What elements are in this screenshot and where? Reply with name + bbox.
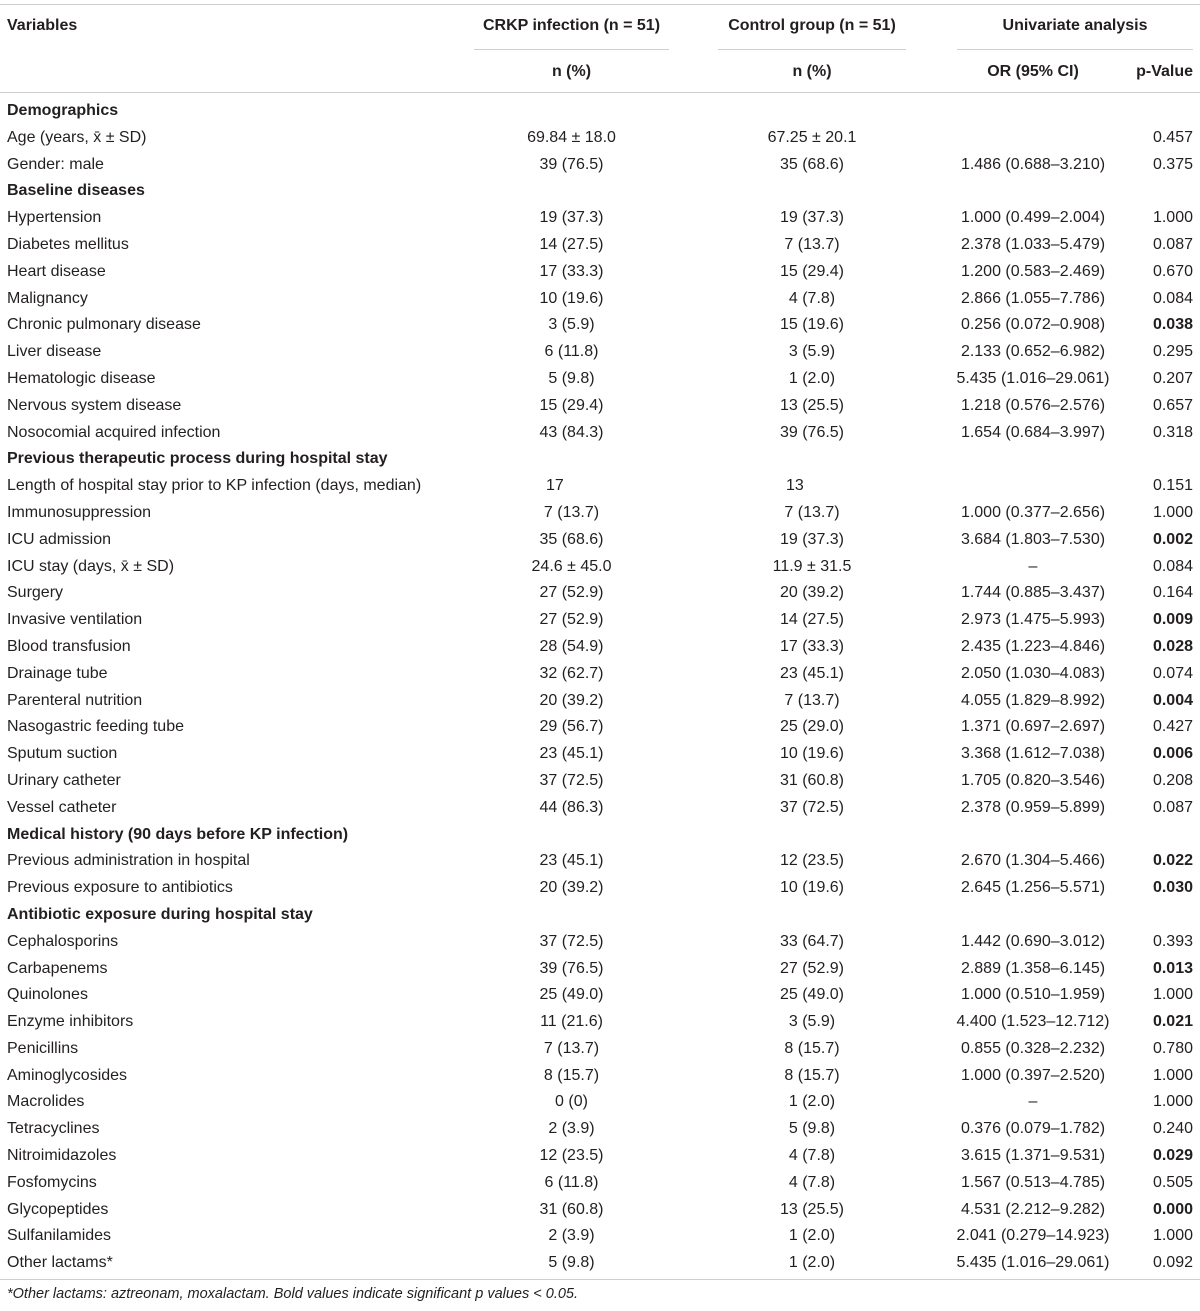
section-header-row	[0, 902, 1200, 929]
variable-cell: Penicillins	[7, 1039, 79, 1057]
crkp-value-cell: 23 (45.1)	[539, 745, 604, 763]
crkp-value-cell: 37 (72.5)	[539, 932, 604, 950]
control-value-cell: 7 (13.7)	[784, 691, 840, 709]
header-underline-crkp	[474, 49, 669, 50]
p-value-cell: 0.457	[1152, 128, 1193, 146]
table-row	[0, 688, 1200, 715]
p-value-cell: 0.151	[1152, 477, 1193, 495]
or-ci-cell: 4.400 (1.523–12.712)	[956, 1013, 1110, 1031]
crkp-value-cell: 15 (29.4)	[539, 396, 604, 414]
p-value-cell: 0.164	[1152, 584, 1193, 602]
control-value-cell: 25 (29.0)	[779, 718, 845, 736]
section-title: Previous therapeutic process during hospital stay	[7, 450, 388, 468]
table-row	[0, 741, 1200, 768]
crkp-value-cell: 32 (62.7)	[539, 664, 604, 682]
table-row	[0, 1089, 1200, 1116]
variable-cell: Liver disease	[7, 343, 102, 361]
p-value-cell: 0.393	[1152, 932, 1193, 950]
p-value-cell: 0.087	[1152, 798, 1193, 816]
variable-cell: Nervous system disease	[7, 396, 182, 414]
control-value-cell: 27 (52.9)	[779, 959, 845, 977]
crkp-value-cell: 20 (39.2)	[539, 879, 604, 897]
control-value-cell: 13 (25.5)	[779, 1200, 845, 1218]
or-ci-cell: 5.435 (1.016–29.061)	[956, 369, 1110, 387]
p-value-cell: 0.009	[1152, 611, 1193, 629]
variable-cell: Sputum suction	[7, 745, 118, 763]
crkp-value-cell: 2 (3.9)	[548, 1227, 595, 1245]
crkp-value-cell: 37 (72.5)	[539, 771, 604, 789]
table-row	[0, 366, 1200, 393]
table-row	[0, 500, 1200, 527]
table-body	[0, 98, 1200, 1277]
or-ci-cell: 1.744 (0.885–3.437)	[960, 584, 1106, 602]
p-value-cell: 0.207	[1152, 369, 1193, 387]
table-footnote: *Other lactams: aztreonam, moxalactam. Bold values indicate significant p values < 0.05.	[7, 1286, 579, 1302]
p-value-cell: 1.000	[1152, 503, 1193, 521]
variable-cell: ICU admission	[7, 530, 112, 548]
table-row	[0, 795, 1200, 822]
control-value-cell: 15 (29.4)	[779, 262, 845, 280]
section-title: Demographics	[7, 102, 119, 119]
crkp-value-cell: 25 (49.0)	[539, 986, 604, 1004]
crkp-value-cell: 2 (3.9)	[548, 1120, 595, 1138]
section-title: Medical history (90 days before KP infection)	[7, 825, 349, 843]
or-ci-cell: 2.435 (1.223–4.846)	[960, 637, 1106, 655]
crkp-value-cell: 35 (68.6)	[539, 530, 604, 548]
crkp-value-cell: 39 (76.5)	[539, 959, 604, 977]
p-value-cell: 0.038	[1152, 316, 1193, 334]
p-value-cell: 1.000	[1152, 209, 1193, 227]
section-header-row	[0, 822, 1200, 849]
table-row	[0, 768, 1200, 795]
subheader-n-pct-crkp: n (%)	[551, 63, 592, 80]
table-row	[0, 956, 1200, 983]
header-underline-control	[718, 49, 906, 50]
control-value-cell: 19 (37.3)	[779, 209, 845, 227]
crkp-value-cell: 14 (27.5)	[539, 235, 604, 253]
header-variables: Variables	[7, 17, 78, 34]
control-value-cell: 1 (2.0)	[788, 1093, 836, 1111]
or-ci-cell: 2.041 (0.279–14.923)	[956, 1227, 1110, 1245]
p-value-cell: 0.084	[1152, 557, 1193, 575]
p-value-cell: 0.004	[1152, 691, 1193, 709]
table-row	[0, 875, 1200, 902]
or-ci-cell: 0.376 (0.079–1.782)	[960, 1120, 1106, 1138]
variable-cell: Enzyme inhibitors	[7, 1013, 134, 1031]
section-header-row	[0, 446, 1200, 473]
control-value-cell: 4 (7.8)	[788, 289, 836, 307]
control-value-cell: 17 (33.3)	[779, 637, 845, 655]
or-ci-cell: 1.486 (0.688–3.210)	[960, 155, 1106, 173]
variable-cell: Heart disease	[7, 262, 106, 280]
crkp-value-cell: 7 (13.7)	[543, 1039, 600, 1057]
table-top-rule	[0, 4, 1200, 5]
crkp-value-cell: 6 (11.8)	[544, 1173, 599, 1191]
or-ci-cell: –	[1028, 557, 1038, 575]
table-row	[0, 1036, 1200, 1063]
control-value-cell: 1 (2.0)	[788, 1227, 836, 1245]
table-row	[0, 312, 1200, 339]
table-row	[0, 1223, 1200, 1250]
variable-cell: Nitroimidazoles	[7, 1147, 117, 1165]
section-title: Baseline diseases	[7, 182, 145, 200]
or-ci-cell: 1.567 (0.513–4.785)	[960, 1173, 1106, 1191]
crkp-value-cell: 12 (23.5)	[539, 1147, 604, 1165]
control-value-cell: 12 (23.5)	[779, 852, 845, 870]
or-ci-cell: 0.855 (0.328–2.232)	[960, 1039, 1106, 1057]
p-value-cell: 0.084	[1152, 289, 1193, 307]
table-row	[0, 232, 1200, 259]
variable-cell: Other lactams*	[7, 1254, 113, 1272]
crkp-value-cell: 6 (11.8)	[544, 343, 599, 361]
table-row	[0, 339, 1200, 366]
table-row	[0, 1063, 1200, 1090]
or-ci-cell: 3.615 (1.371–9.531)	[960, 1147, 1106, 1165]
crkp-value-cell: 23 (45.1)	[539, 852, 604, 870]
control-value-cell: 11.9 ± 31.5	[772, 557, 852, 575]
control-value-cell: 10 (19.6)	[779, 879, 845, 897]
or-ci-cell: 0.256 (0.072–0.908)	[960, 316, 1106, 334]
or-ci-cell: 1.371 (0.697–2.697)	[960, 718, 1106, 736]
crkp-value-cell: 27 (52.9)	[539, 611, 604, 629]
control-value-cell: 37 (72.5)	[779, 798, 845, 816]
crkp-value-cell: 31 (60.8)	[539, 1200, 604, 1218]
p-value-cell: 1.000	[1152, 1227, 1193, 1245]
variable-cell: Gender: male	[7, 155, 104, 173]
variable-cell: Hypertension	[7, 209, 102, 227]
control-value-cell: 7 (13.7)	[784, 503, 840, 521]
table-bottom-rule	[0, 1279, 1200, 1280]
control-value-cell: 3 (5.9)	[788, 343, 836, 361]
or-ci-cell: 2.889 (1.358–6.145)	[960, 959, 1106, 977]
or-ci-cell: 2.378 (1.033–5.479)	[960, 235, 1106, 253]
variable-cell: Glycopeptides	[7, 1200, 109, 1218]
or-ci-cell: 1.000 (0.499–2.004)	[960, 209, 1106, 227]
control-value-cell: 14 (27.5)	[779, 611, 845, 629]
table-row	[0, 1197, 1200, 1224]
control-value-cell: 67.25 ± 20.1	[767, 128, 857, 146]
variable-cell: Urinary catheter	[7, 771, 121, 789]
or-ci-cell: 2.866 (1.055–7.786)	[960, 289, 1106, 307]
p-value-cell: 0.029	[1152, 1147, 1193, 1165]
or-ci-cell: 1.000 (0.377–2.656)	[960, 503, 1106, 521]
header-crkp-infection: CRKP infection (n = 51)	[482, 17, 661, 34]
control-value-cell: 15 (19.6)	[779, 316, 845, 334]
p-value-cell: 0.505	[1152, 1173, 1193, 1191]
p-value-cell: 0.657	[1152, 396, 1193, 414]
variable-cell: Tetracyclines	[7, 1120, 100, 1138]
p-value-cell: 0.030	[1152, 879, 1193, 897]
control-value-cell: 7 (13.7)	[784, 235, 840, 253]
variable-cell: Parenteral nutrition	[7, 691, 143, 709]
variable-cell: Chronic pulmonary disease	[7, 316, 201, 334]
p-value-cell: 0.427	[1152, 718, 1193, 736]
p-value-cell: 0.318	[1152, 423, 1193, 441]
p-value-cell: 0.002	[1152, 530, 1193, 548]
table-row	[0, 1009, 1200, 1036]
p-value-cell: 0.013	[1152, 959, 1193, 977]
crkp-value-cell: 3 (5.9)	[548, 316, 595, 334]
variable-cell: Immunosuppression	[7, 503, 152, 521]
crkp-value-cell: 17	[546, 477, 564, 495]
or-ci-cell: 3.368 (1.612–7.038)	[960, 745, 1106, 763]
p-value-cell: 0.021	[1152, 1013, 1193, 1031]
crkp-value-cell: 28 (54.9)	[539, 637, 604, 655]
or-ci-cell: 5.435 (1.016–29.061)	[956, 1254, 1110, 1272]
crkp-value-cell: 39 (76.5)	[539, 155, 604, 173]
p-value-cell: 0.074	[1152, 664, 1193, 682]
variable-cell: Previous exposure to antibiotics	[7, 879, 233, 897]
control-value-cell: 39 (76.5)	[779, 423, 845, 441]
table-row	[0, 982, 1200, 1009]
table-row	[0, 286, 1200, 313]
variable-cell: Carbapenems	[7, 959, 108, 977]
or-ci-cell: 1.218 (0.576–2.576)	[960, 396, 1106, 414]
p-value-cell: 0.087	[1152, 235, 1193, 253]
crkp-value-cell: 7 (13.7)	[543, 503, 600, 521]
section-title: Antibiotic exposure during hospital stay	[7, 905, 313, 923]
or-ci-cell: 3.684 (1.803–7.530)	[960, 530, 1106, 548]
table-row	[0, 1250, 1200, 1277]
table-row	[0, 1116, 1200, 1143]
variable-cell: Previous administration in hospital	[7, 852, 250, 870]
table-row	[0, 1143, 1200, 1170]
variable-cell: Age (years, x̄ ± SD)	[7, 128, 147, 146]
table-row	[0, 152, 1200, 179]
variable-cell: Hematologic disease	[7, 369, 156, 387]
crkp-value-cell: 5 (9.8)	[548, 1254, 595, 1272]
p-value-cell: 0.295	[1152, 343, 1193, 361]
section-header-row	[0, 98, 1200, 125]
variable-cell: Blood transfusion	[7, 637, 131, 655]
table-row	[0, 634, 1200, 661]
variable-cell: ICU stay (days, x̄ ± SD)	[7, 557, 175, 575]
p-value-cell: 1.000	[1152, 1066, 1193, 1084]
table-row	[0, 714, 1200, 741]
subheader-or-ci: OR (95% CI)	[987, 63, 1079, 80]
variable-cell: Sulfanilamides	[7, 1227, 112, 1245]
or-ci-cell: –	[1028, 1093, 1038, 1111]
or-ci-cell: 1.654 (0.684–3.997)	[960, 423, 1106, 441]
control-value-cell: 31 (60.8)	[779, 771, 845, 789]
header-bottom-rule	[0, 92, 1200, 93]
crkp-value-cell: 44 (86.3)	[539, 798, 604, 816]
or-ci-cell: 1.200 (0.583–2.469)	[960, 262, 1106, 280]
or-ci-cell: 4.055 (1.829–8.992)	[960, 691, 1106, 709]
control-value-cell: 4 (7.8)	[788, 1173, 836, 1191]
or-ci-cell: 2.378 (0.959–5.899)	[960, 798, 1106, 816]
control-value-cell: 3 (5.9)	[788, 1013, 836, 1031]
p-value-cell: 0.780	[1152, 1039, 1193, 1057]
or-ci-cell: 1.000 (0.510–1.959)	[960, 986, 1106, 1004]
crkp-value-cell: 11 (21.6)	[540, 1013, 603, 1031]
or-ci-cell: 1.000 (0.397–2.520)	[960, 1066, 1106, 1084]
crkp-value-cell: 10 (19.6)	[539, 289, 604, 307]
or-ci-cell: 4.531 (2.212–9.282)	[960, 1200, 1106, 1218]
crkp-value-cell: 24.6 ± 45.0	[531, 557, 612, 575]
or-ci-cell: 1.442 (0.690–3.012)	[960, 932, 1106, 950]
table-row	[0, 205, 1200, 232]
header-underline-univariate	[957, 49, 1193, 50]
crkp-value-cell: 27 (52.9)	[539, 584, 604, 602]
control-value-cell: 13	[786, 477, 804, 495]
variable-cell: Vessel catheter	[7, 798, 117, 816]
control-value-cell: 20 (39.2)	[779, 584, 845, 602]
p-value-cell: 1.000	[1152, 1093, 1193, 1111]
header-control-group: Control group (n = 51)	[728, 17, 896, 34]
control-value-cell: 33 (64.7)	[779, 932, 845, 950]
p-value-cell: 0.022	[1152, 852, 1193, 870]
variable-cell: Length of hospital stay prior to KP infection (days, median)	[7, 477, 422, 495]
variable-cell: Malignancy	[7, 289, 88, 307]
variable-cell: Drainage tube	[7, 664, 108, 682]
or-ci-cell: 2.133 (0.652–6.982)	[960, 343, 1106, 361]
variable-cell: Aminoglycosides	[7, 1066, 128, 1084]
table-row	[0, 125, 1200, 152]
or-ci-cell: 2.645 (1.256–5.571)	[960, 879, 1106, 897]
variable-cell: Cephalosporins	[7, 932, 119, 950]
variable-cell: Surgery	[7, 584, 64, 602]
variable-cell: Nosocomial acquired infection	[7, 423, 221, 441]
p-value-cell: 0.240	[1152, 1120, 1193, 1138]
table-row	[0, 848, 1200, 875]
control-value-cell: 8 (15.7)	[784, 1039, 840, 1057]
crkp-value-cell: 43 (84.3)	[539, 423, 604, 441]
p-value-cell: 0.670	[1152, 262, 1193, 280]
crkp-value-cell: 20 (39.2)	[539, 691, 604, 709]
subheader-p-value: p-Value	[1136, 63, 1193, 80]
crkp-value-cell: 19 (37.3)	[539, 209, 604, 227]
or-ci-cell: 2.050 (1.030–4.083)	[960, 664, 1106, 682]
p-value-cell: 0.006	[1152, 745, 1193, 763]
table-row	[0, 607, 1200, 634]
table-row	[0, 473, 1200, 500]
p-value-cell: 0.375	[1152, 155, 1193, 173]
or-ci-cell: 2.670 (1.304–5.466)	[960, 852, 1106, 870]
crkp-value-cell: 17 (33.3)	[539, 262, 604, 280]
control-value-cell: 1 (2.0)	[788, 1254, 836, 1272]
table-row	[0, 1170, 1200, 1197]
control-value-cell: 10 (19.6)	[779, 745, 845, 763]
variable-cell: Nasogastric feeding tube	[7, 718, 184, 736]
variable-cell: Macrolides	[7, 1093, 85, 1111]
table-row	[0, 554, 1200, 581]
control-value-cell: 8 (15.7)	[784, 1066, 840, 1084]
control-value-cell: 25 (49.0)	[779, 986, 845, 1004]
table-row	[0, 527, 1200, 554]
p-value-cell: 0.028	[1152, 637, 1193, 655]
or-ci-cell: 1.705 (0.820–3.546)	[960, 771, 1106, 789]
variable-cell: Diabetes mellitus	[7, 235, 129, 253]
crkp-value-cell: 0 (0)	[555, 1093, 588, 1111]
subheader-n-pct-control: n (%)	[792, 63, 832, 80]
control-value-cell: 5 (9.8)	[788, 1120, 836, 1138]
control-value-cell: 13 (25.5)	[779, 396, 845, 414]
crkp-value-cell: 5 (9.8)	[548, 369, 595, 387]
variable-cell: Fosfomycins	[7, 1173, 97, 1191]
or-ci-cell: 2.973 (1.475–5.993)	[960, 611, 1106, 629]
table-row	[0, 929, 1200, 956]
crkp-value-cell: 29 (56.7)	[539, 718, 604, 736]
p-value-cell: 0.000	[1152, 1200, 1193, 1218]
crkp-value-cell: 69.84 ± 18.0	[527, 128, 616, 146]
control-value-cell: 35 (68.6)	[779, 155, 845, 173]
control-value-cell: 4 (7.8)	[788, 1147, 836, 1165]
table-row	[0, 420, 1200, 447]
section-header-row	[0, 178, 1200, 205]
header-univariate-analysis: Univariate analysis	[1002, 17, 1148, 34]
table-row	[0, 580, 1200, 607]
variable-cell: Invasive ventilation	[7, 611, 143, 629]
control-value-cell: 1 (2.0)	[788, 369, 836, 387]
table-row	[0, 259, 1200, 286]
p-value-cell: 0.092	[1152, 1254, 1193, 1272]
p-value-cell: 1.000	[1152, 986, 1193, 1004]
table-row	[0, 661, 1200, 688]
control-value-cell: 23 (45.1)	[779, 664, 845, 682]
p-value-cell: 0.208	[1152, 771, 1193, 789]
table-row	[0, 393, 1200, 420]
crkp-value-cell: 8 (15.7)	[543, 1066, 600, 1084]
variable-cell: Quinolones	[7, 986, 88, 1004]
control-value-cell: 19 (37.3)	[779, 530, 845, 548]
